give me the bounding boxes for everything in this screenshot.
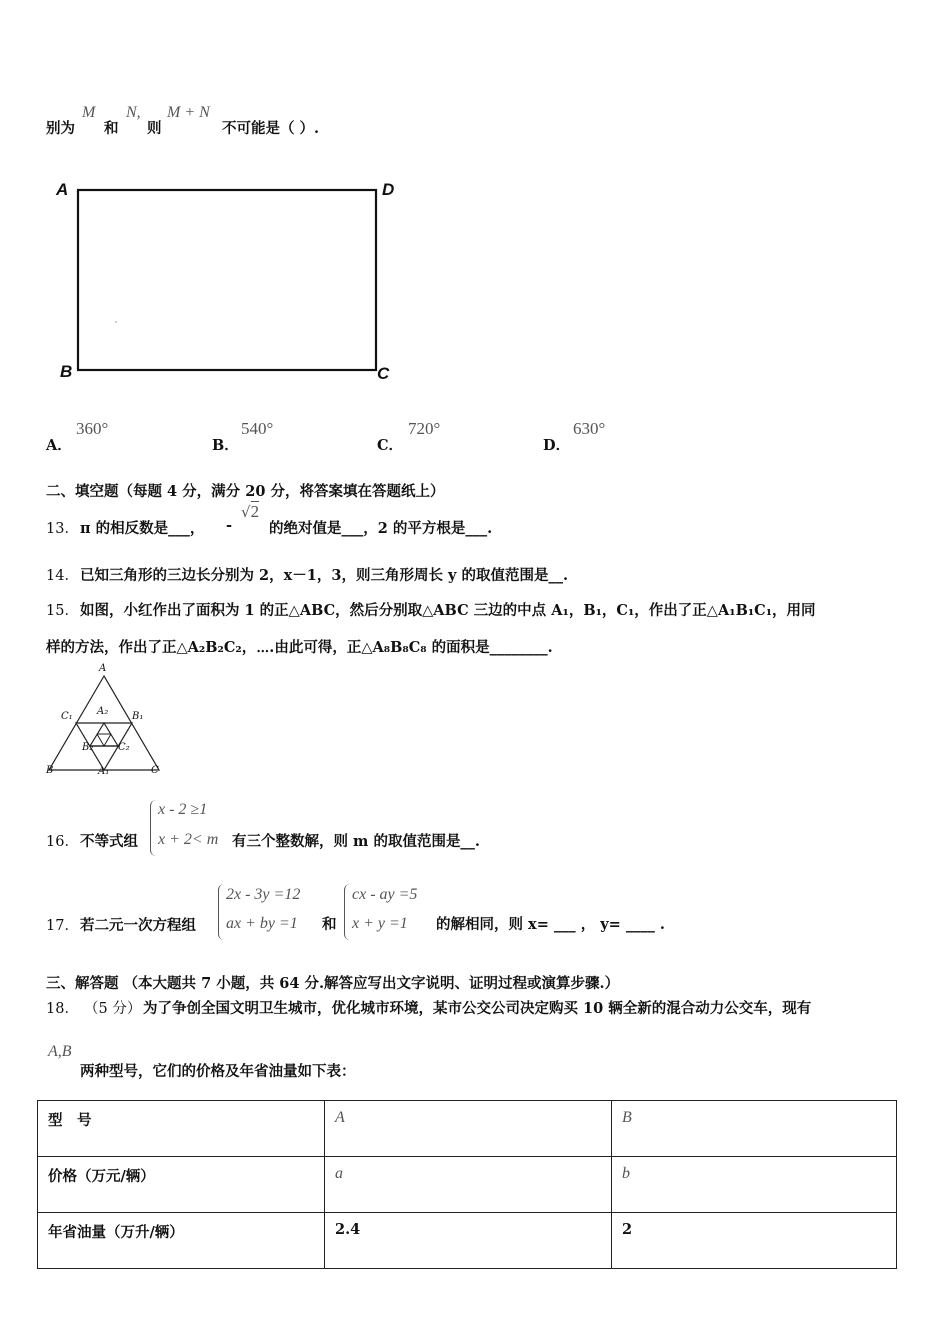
q18-line1: 为了争创全国文明卫生城市，优化城市环境，某市公交公司决定购买 10 辆全新的混合动力公交车，现有 xyxy=(143,1000,812,1017)
table-cell: B xyxy=(622,1109,632,1126)
q16-ineq-2: x + 2< m xyxy=(158,831,219,848)
math-M: M xyxy=(82,104,96,121)
table-cell: 2 xyxy=(612,1213,897,1269)
inner-line-3 xyxy=(104,734,111,746)
option-d-value: 630° xyxy=(573,419,606,438)
table-cell: b xyxy=(622,1165,630,1182)
table-cell: 型 号 xyxy=(38,1101,325,1157)
math-N: N, xyxy=(126,104,141,121)
table-cell: 2.4 xyxy=(325,1213,612,1269)
q17-number: 17． xyxy=(46,918,79,934)
q16-number: 16． xyxy=(46,834,79,850)
table-cell: 价格（万元/辆） xyxy=(38,1157,325,1213)
table-cell: a xyxy=(335,1165,343,1182)
table-row xyxy=(38,1213,897,1269)
q17-sys2-eq2: x + y =1 xyxy=(352,915,408,932)
q17-tail: 的解相同，则 x= ___ ， y= ____ . xyxy=(436,916,665,933)
section-3-heading: 三、解答题 （本大题共 7 小题，共 64 分.解答应写出文字说明、证明过程或演算步骤.） xyxy=(46,975,620,992)
q16-lead: 不等式组 xyxy=(80,833,138,850)
q17-sys1-eq1: 2x - 3y =12 xyxy=(226,886,301,903)
vertex-A: A xyxy=(56,180,69,199)
q15-line2: 样的方法，作出了正△A₂B₂C₂，⋯.由此可得，正△A₈B₈C₈ 的面积是________. xyxy=(46,639,553,656)
q15-line1: 如图，小红作出了面积为 1 的正△ABC，然后分别取△ABC 三边的中点 A₁，B₁，C₁，作出了正△A₁B₁C₁，用同 xyxy=(80,602,816,619)
vertex-B: B xyxy=(60,362,73,381)
q18-number: 18． xyxy=(46,1001,79,1017)
q17-brace-2 xyxy=(344,884,351,940)
price-table xyxy=(37,1100,897,1269)
q16-ineq-1: x - 2 ≥1 xyxy=(158,801,208,818)
tri-label-C2: C₂ xyxy=(118,742,130,753)
center-dot xyxy=(115,321,117,323)
inner-line-2 xyxy=(97,734,104,746)
tri-label-B1: B₁ xyxy=(132,711,144,722)
sqrt-radicand: 2 xyxy=(250,502,260,521)
rectangle-figure xyxy=(40,170,420,390)
tri-label-A2: A₂ xyxy=(97,706,109,717)
q17-brace-1 xyxy=(218,884,225,940)
q13-number: 13． xyxy=(46,521,79,537)
vertex-C: C xyxy=(377,364,390,383)
q13-part3: 的绝对值是___，2 的平方根是___. xyxy=(269,520,493,537)
option-a-value: 360° xyxy=(76,419,109,438)
tri-label-B2: B₂ xyxy=(82,742,94,753)
rectangle-abcd xyxy=(78,190,376,370)
q18-score: （5 分） xyxy=(84,1001,142,1017)
q13-sqrt: √2 xyxy=(241,502,260,521)
q12-text-then: 则 xyxy=(147,120,162,137)
section-2-heading: 二、填空题（每题 4 分，满分 20 分，将答案填在答题纸上） xyxy=(46,483,445,500)
math-M-plus-N: M + N xyxy=(167,104,210,121)
option-d-label: D． xyxy=(543,437,571,454)
q12-text-end: 不可能是（ ）. xyxy=(222,120,320,137)
table-cell: A xyxy=(335,1109,345,1126)
q12-text-start: 别为 xyxy=(46,120,75,137)
tri-label-C1: C₁ xyxy=(61,711,73,722)
q17-sys2-eq1: cx - ay =5 xyxy=(352,886,418,903)
math-A-B: A,B xyxy=(48,1043,72,1060)
q13-part1: π 的相反数是___， xyxy=(80,520,205,537)
q12-text-and: 和 xyxy=(104,120,119,137)
q15-number: 15． xyxy=(46,603,79,619)
q14-text: 已知三角形的三边长分别为 2，x－1，3，则三角形周长 y 的取值范围是__. xyxy=(80,567,569,584)
tri-label-C: C xyxy=(151,765,159,776)
table-cell: 年省油量（万升/辆） xyxy=(38,1213,325,1269)
table-row xyxy=(38,1157,897,1213)
q14-number: 14． xyxy=(46,568,79,584)
tri-label-B: B xyxy=(46,765,54,776)
q17-sys1-eq2: ax + by =1 xyxy=(226,915,298,932)
table-row xyxy=(38,1101,897,1157)
q17-lead: 若二元一次方程组 xyxy=(80,917,196,934)
option-c-value: 720° xyxy=(408,419,441,438)
q18-line2: 两种型号，它们的价格及年省油量如下表： xyxy=(80,1063,356,1080)
option-b-value: 540° xyxy=(241,419,274,438)
option-c-label: C． xyxy=(377,437,404,454)
q16-brace xyxy=(150,800,157,856)
triangle-figure xyxy=(44,666,169,781)
q13-minus: - xyxy=(226,517,233,534)
q17-and: 和 xyxy=(322,916,337,933)
option-b-label: B． xyxy=(212,437,239,454)
tri-label-A: A xyxy=(99,663,107,674)
q16-tail: 有三个整数解，则 m 的取值范围是__. xyxy=(232,833,480,850)
tri-label-A1: A₁ xyxy=(98,766,110,777)
option-a-label: A． xyxy=(46,437,72,454)
vertex-D: D xyxy=(382,180,395,199)
